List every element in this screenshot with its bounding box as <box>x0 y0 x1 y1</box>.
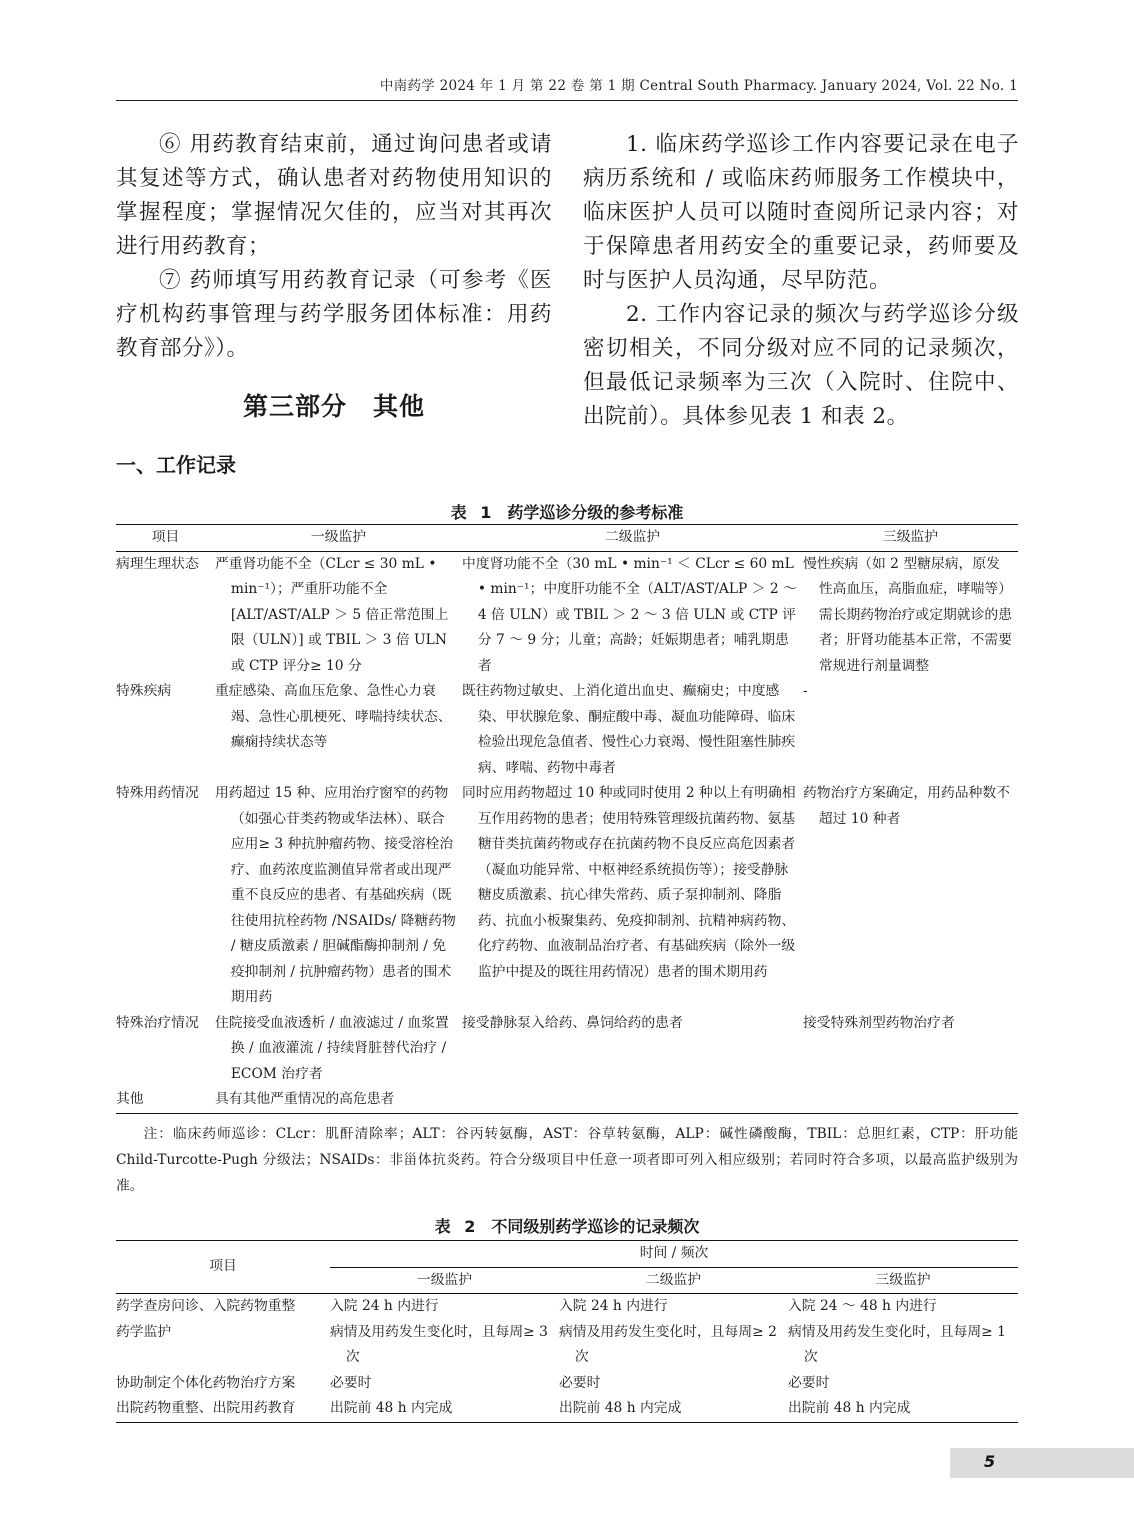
left-column <box>116 128 552 424</box>
table-cell-level3: 必要时 <box>788 1374 830 1391</box>
table-cell-level3: 病情及用药发生变化时，且每周≥ 1 次 <box>788 1323 1006 1365</box>
table-row <box>116 679 1018 781</box>
table-cell-level1: 入院 24 h 内进行 <box>330 1298 439 1314</box>
table-cell-level1: 用药超过 15 种、应用治疗窗窄的药物（如强心苷类药物或华法林）、联合应用≥ 3 种抗肿瘤药物、接受溶栓治疗、血药浓度监测值异常者或出现严重不良反应的患者、有基础疾病（既往使用抗栓药物 /NSAIDs/ 降糖药物 / 糖皮质激素 / 胆碱酯酶抑制剂 / 免疫抑制剂 / 抗肿瘤药物）患者的围术期用药 <box>215 785 456 1005</box>
table-cell-level3: 药物治疗方案确定，用药品种数不超过 10 种者 <box>803 785 1010 827</box>
table-cell-level1: 具有其他严重情况的高危患者 <box>215 1087 462 1113</box>
table-cell-level2: 接受静脉泵入给药、鼻饲给药的患者 <box>462 1014 683 1031</box>
table-cell-level2: 病情及用药发生变化时，且每周≥ 2 次 <box>559 1323 777 1365</box>
paragraph: ⑥ 用药教育结束前，通过询问患者或请其复述等方式，确认患者对药物使用知识的掌握程度；掌握情况欠佳的，应当对其再次进行用药教育； <box>116 132 552 259</box>
paragraph: 1. 临床药学巡诊工作内容要记录在电子病历系统和 / 或临床药师服务工作模块中，临床医护人员可以随时查阅所记录内容；对于保障患者用药安全的重要记录，药师要及时与医护人员沟通，尽早防范。 <box>583 132 1019 293</box>
table-cell-item: 其他 <box>116 1087 215 1113</box>
table-cell-level2: 既往药物过敏史、上消化道出血史、癫痫史；中度感染、甲状腺危象、酮症酸中毒、凝血功能障碍、临床检验出现危急值者、慢性心力衰竭、慢性阻塞性肺疾病、哮喘、药物中毒者 <box>462 683 796 776</box>
table-cell-level1: 重症感染、高血压危象、急性心力衰竭、急性心肌梗死、哮喘持续状态、癫痫持续状态等 <box>215 683 452 750</box>
page-number-badge <box>950 1448 1134 1478</box>
paragraph: 2. 工作内容记录的频次与药学巡诊分级密切相关，不同分级对应不同的记录频次，但最低记录频率为三次（入院时、住院中、出院前）。具体参见表 1 和表 2。 <box>583 302 1019 429</box>
table-cell-level3: 入院 24 ～ 48 h 内进行 <box>788 1298 937 1314</box>
table-cell-level3: 接受特殊剂型药物治疗者 <box>803 1014 955 1031</box>
table-cell-level2: 中度肾功能不全（30 mL • min⁻¹ ＜ CLcr ≤ 60 mL • min⁻¹；中度肝功能不全（ALT/AST/ALP ＞ 2 ～ 4 倍 ULN）或 TBIL ＞ 2 ～ 3 倍 ULN 或 CTP 评分 7 ～ 9 分；儿童；高龄；妊娠期患者；哺乳期患者 <box>462 555 797 674</box>
table-cell-level2: 出院前 48 h 内完成 <box>559 1396 788 1422</box>
table2-header-level2: 二级监护 <box>559 1267 788 1294</box>
part-title: 第三部分 其他 <box>242 392 425 421</box>
table-cell-level1: 住院接受血液透析 / 血液滤过 / 血浆置换 / 血液灌流 / 持续肾脏替代治疗 / ECOM 治疗者 <box>215 1014 449 1082</box>
table-row <box>116 1087 1018 1113</box>
table2-header-group: 时间 / 频次 <box>330 1241 1018 1268</box>
table-cell-level2: 入院 24 h 内进行 <box>559 1298 668 1314</box>
table-row <box>116 781 1018 1011</box>
table-cell-level1: 必要时 <box>330 1374 372 1391</box>
table-cell-level3: 慢性疾病（如 2 型糖尿病，原发性高血压，高脂血症，哮喘等）需长期药物治疗或定期就诊的患者；肝肾功能基本正常，不需要常规进行剂量调整 <box>803 555 1013 674</box>
table-cell-level1: 出院前 48 h 内完成 <box>330 1396 559 1422</box>
table2-header-level1: 一级监护 <box>330 1267 559 1294</box>
header-rule <box>116 100 1018 101</box>
running-header: 中南药学 2024 年 1 月 第 22 卷 第 1 期 Central South Pharmacy. January 2024, Vol. 22 No. 1 <box>379 78 1018 94</box>
table-row <box>116 1011 1018 1088</box>
table-cell-level3: - <box>803 683 808 699</box>
table-cell-level1: 严重肾功能不全（CLcr ≤ 30 mL • min⁻¹）；严重肝功能不全 [ALT/AST/ALP ＞ 5 倍正常范围上限（ULN）] 或 TBIL ＞ 3 倍 ULN 或 CTP 评分≥ 10 分 <box>215 555 449 674</box>
table-cell-item: 出院药物重整、出院用药教育 <box>116 1396 330 1422</box>
table2-header-level3: 三级监护 <box>788 1267 1018 1294</box>
table1 <box>116 524 1018 1114</box>
table1-note: 注：临床药师巡诊：CLcr：肌酐清除率；ALT：谷丙转氨酶，AST：谷草转氨酶，ALP：碱性磷酸酶，TBIL：总胆红素，CTP：肝功能 Child-Turcotte-Pugh 分级法；NSAIDs：非甾体抗炎药。符合分级项目中任意一项者即可列入相应级别；若同时符合多项，以最高监护级别为准。 <box>116 1126 1018 1194</box>
table-row <box>116 1371 1018 1397</box>
table-cell-level3: 出院前 48 h 内完成 <box>788 1396 1018 1422</box>
table-cell-level3 <box>803 1087 1018 1113</box>
table-cell-level2: 同时应用药物超过 10 种或同时使用 2 种以上有明确相互作用药物的患者；使用特殊管理级抗菌药物、氨基糖苷类抗菌药物或存在抗菌药物不良反应高危因素者（凝血功能异常、中枢神经系统损伤等）；接受静脉糖皮质激素、抗心律失常药、质子泵抑制剂、降脂药、抗血小板聚集药、免疫抑制剂、抗精神病药物、化疗药物、血液制品治疗者、有基础疾病（除外一级监护中提及的既往用药情况）患者的围术期用药 <box>462 785 796 980</box>
table1-header-level3: 三级监护 <box>803 525 1018 552</box>
table1-header-level2: 二级监护 <box>462 525 803 552</box>
table-row <box>116 1396 1018 1422</box>
table-row <box>116 1294 1018 1320</box>
table-cell-item: 病理生理状态 <box>116 555 199 572</box>
table-cell-item: 特殊治疗情况 <box>116 1014 199 1031</box>
table-cell-item: 协助制定个体化药物治疗方案 <box>116 1374 296 1391</box>
table1-caption: 表 1 药学巡诊分级的参考标准 <box>450 503 684 522</box>
page-number: 5 <box>984 1452 996 1471</box>
table-row <box>116 1320 1018 1371</box>
table-cell-item: 药学监护 <box>116 1323 172 1340</box>
table-cell-item: 药学查房问诊、入院药物重整 <box>116 1298 296 1314</box>
table2-caption: 表 2 不同级别药学巡诊的记录频次 <box>434 1217 700 1236</box>
table-cell-level2: 必要时 <box>559 1374 601 1391</box>
table-cell-item: 特殊用药情况 <box>116 785 199 801</box>
paragraph: ⑦ 药师填写用药教育记录（可参考《医疗机构药事管理与药学服务团体标准：用药教育部分》）。 <box>116 268 552 361</box>
table2 <box>116 1240 1018 1423</box>
table-cell-item: 特殊疾病 <box>116 683 172 699</box>
table1-header-item: 项目 <box>116 525 215 552</box>
table-cell-level1: 病情及用药发生变化时，且每周≥ 3 次 <box>330 1323 548 1365</box>
table-row <box>116 551 1018 679</box>
table2-header-item: 项目 <box>116 1241 330 1294</box>
table-cell-level2 <box>462 1087 803 1113</box>
section-heading: 一、工作记录 <box>116 453 236 477</box>
table1-header-level1: 一级监护 <box>215 525 462 552</box>
right-column <box>583 128 1019 434</box>
